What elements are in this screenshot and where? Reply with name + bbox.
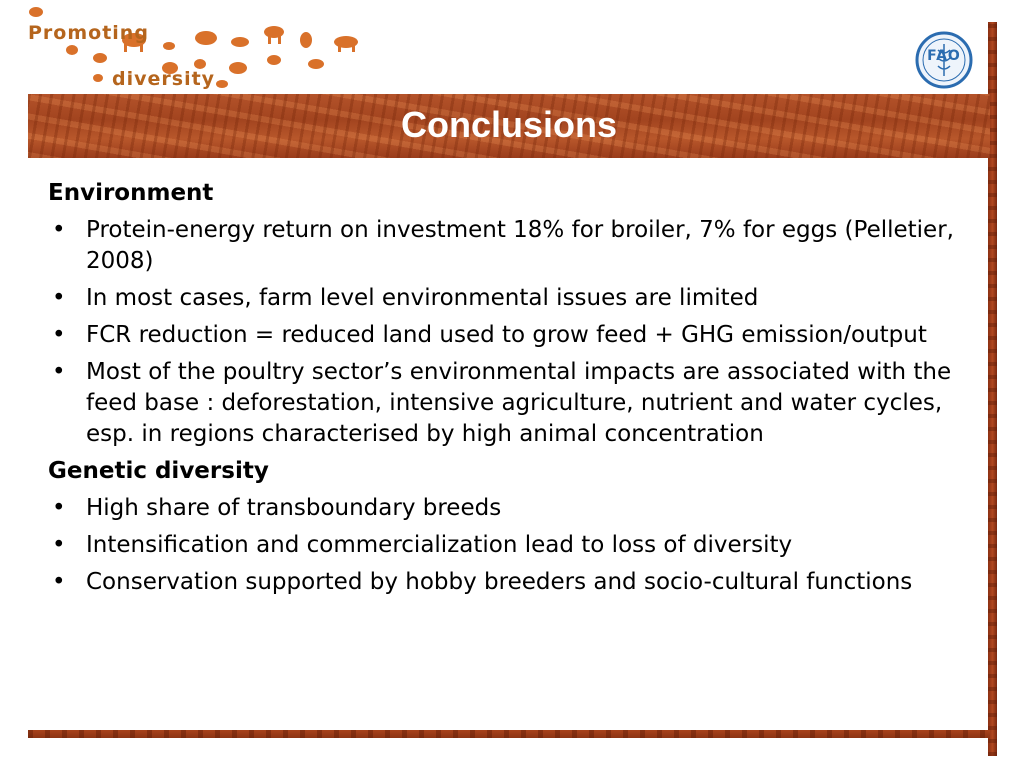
- bullet-icon: •: [52, 569, 66, 595]
- bullet-text: Conservation supported by hobby breeders and socio-cultural functions: [86, 569, 913, 595]
- bullet-text: High share of transboundary breeds: [86, 495, 502, 521]
- slide-content: [48, 178, 978, 604]
- logo-line-promoting: Promoting: [28, 22, 149, 44]
- bullet-text: Protein-energy return on investment 18% for broiler, 7% for eggs (Pelletier, 2008): [86, 217, 954, 274]
- bullet-text: FCR reduction = reduced land used to grow feed + GHG emission/output: [86, 322, 927, 348]
- genetic-diversity-bullet-list: [48, 493, 978, 598]
- bullet-icon: •: [52, 217, 66, 243]
- list-item: [48, 530, 978, 561]
- title-band: [28, 94, 990, 158]
- list-item: [48, 215, 978, 277]
- bullet-icon: •: [52, 322, 66, 348]
- bullet-text: Most of the poultry sector’s environmental impacts are associated with the feed base : deforestation, intensive agriculture, nutrient and water cycles, esp. in regions characterised by high animal concentration: [86, 359, 952, 447]
- list-item: [48, 493, 978, 524]
- fao-logo: [914, 30, 974, 90]
- bullet-text: Intensification and commercialization lead to loss of diversity: [86, 532, 793, 558]
- list-item: [48, 357, 978, 450]
- list-item: [48, 320, 978, 351]
- bullet-icon: •: [52, 359, 66, 385]
- fao-label: FAO: [927, 48, 961, 64]
- bottom-decorative-bar: [28, 730, 990, 738]
- bullet-icon: •: [52, 285, 66, 311]
- section-heading-environment: Environment: [48, 180, 214, 206]
- list-item: [48, 567, 978, 598]
- bullet-text: In most cases, farm level environmental issues are limited: [86, 285, 759, 311]
- slide-title: Conclusions: [400, 104, 618, 145]
- promoting-diversity-logo: [24, 2, 364, 94]
- list-item: [48, 283, 978, 314]
- logo-line-diversity: diversity: [112, 68, 216, 90]
- environment-bullet-list: [48, 215, 978, 450]
- bullet-icon: •: [52, 532, 66, 558]
- section-heading-genetic-diversity: Genetic diversity: [48, 458, 269, 484]
- bullet-icon: •: [52, 495, 66, 521]
